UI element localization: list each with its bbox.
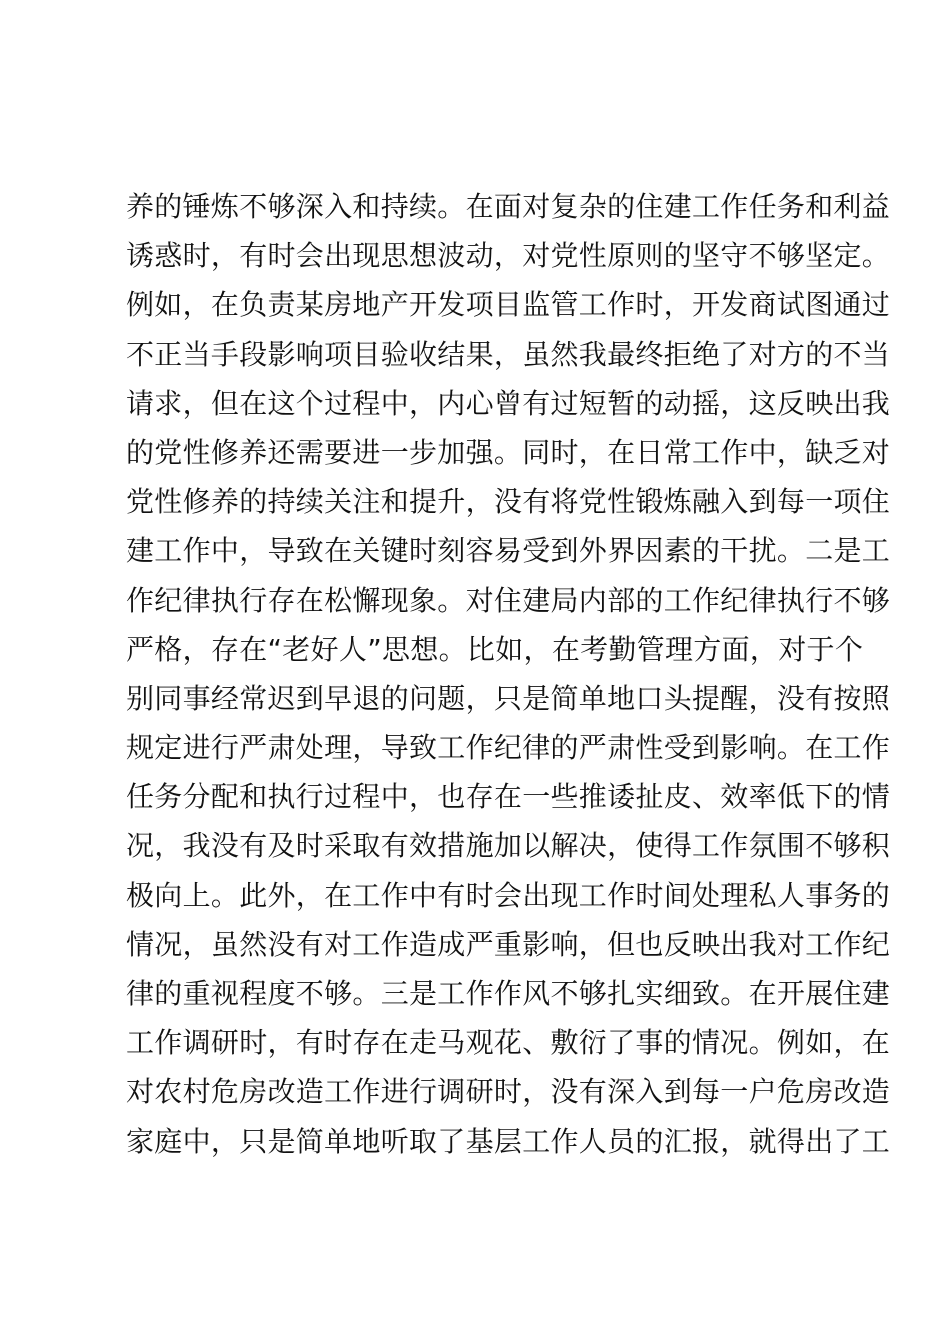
text-line: 请求，但在这个过程中，内心曾有过短暂的动摇，这反映出我 [126,386,891,420]
text-line: 况，我没有及时采取有效措施加以解决，使得工作氛围不够积 [126,829,891,863]
text-line: 别同事经常迟到早退的问题，只是简单地口头提醒，没有按照 [126,681,891,715]
text-line: 工作调研时，有时存在走马观花、敷衍了事的情况。例如，在 [126,1026,891,1060]
text-line: 例如，在负责某房地产开发项目监管工作时，开发商试图通过 [126,288,891,322]
text-line: 党性修养的持续关注和提升，没有将党性锻炼融入到每一项住 [126,485,891,519]
body-text [126,182,891,1166]
text-line: 的党性修养还需要进一步加强。同时，在日常工作中，缺乏对 [126,435,891,469]
text-line: 对农村危房改造工作进行调研时，没有深入到每一户危房改造 [126,1075,891,1109]
text-line: 诱惑时，有时会出现思想波动，对党性原则的坚守不够坚定。 [126,239,891,273]
text-line: 严格，存在“老好人”思想。比如，在考勤管理方面，对于个 [126,632,864,666]
text-line: 极向上。此外，在工作中有时会出现工作时间处理私人事务的 [126,878,891,912]
text-line: 不正当手段影响项目验收结果，虽然我最终拒绝了对方的不当 [126,337,891,371]
text-line: 情况，虽然没有对工作造成严重影响，但也反映出我对工作纪 [126,927,891,961]
text-line: 建工作中，导致在关键时刻容易受到外界因素的干扰。二是工 [126,534,891,568]
text-line: 养的锤炼不够深入和持续。在面对复杂的住建工作任务和利益 [126,190,891,223]
text-line: 规定进行严肃处理，导致工作纪律的严肃性受到影响。在工作 [126,731,891,765]
text-line: 家庭中，只是简单地听取了基层工作人员的汇报，就得出了工 [126,1124,891,1158]
text-line: 律的重视程度不够。三是工作作风不够扎实细致。在开展住建 [126,977,891,1010]
text-line: 任务分配和执行过程中，也存在一些推诿扯皮、效率低下的情 [126,780,891,814]
text-line: 作纪律执行存在松懈现象。对住建局内部的工作纪律执行不够 [126,583,891,617]
